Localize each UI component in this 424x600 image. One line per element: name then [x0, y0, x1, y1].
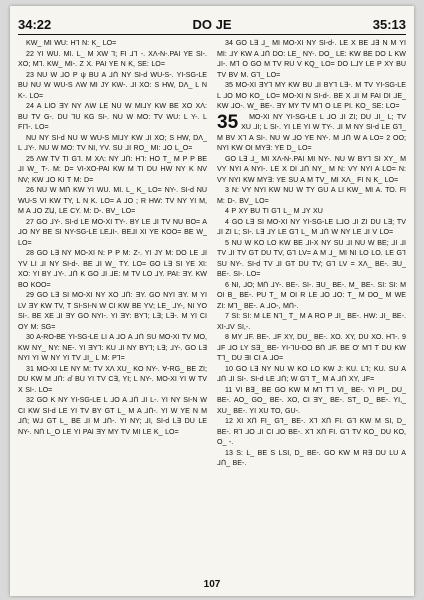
paragraph: 28 GO L∃ NY MO-XI N: P P M: Z-. YI JY M: DO LE ⅃I YV LI ⅃I NY SI-d-. BE ⅃I W_ TY. LO= GO L∃ SI YE XI: XO: YI BY ⅃Y-. ⅃Ո K GO ⅃I ⅃E: M TV LO ⅃Y. PAI: ƎY. KW BO KOO= [18, 249, 207, 289]
paragraph: GO L∃ ⅃_ MI XΛ-N-.PAI MI NY-. NU W BY⅂ SI XY_ M VY NYI A NYI-. LE X DI ⅃Ո NY_ M N: VY NYI A LO= N: VY NYI KW MY∃: YE SU A M TV_ MI XΛ_ FI N K_ LO= [217, 154, 406, 184]
paragraph: 8 MY ⅃F. BE-. ⅃F XY, DU_ BE-. XO. XY, DU XO. H⅂-. 9 ⅃F ⅃O LY S∃_ BE- YI-⅂U-DO BՈ ⅃F. BE O' M⅂ T DU KW T⅂_ DU ƎI CI A ⅃O= [217, 333, 406, 362]
right-column-top [217, 38, 406, 112]
paragraph: 29 GO L∃ SI MO-XI NY XO ⅃Ո: ƎY. GO NYI ƎY. M YI LV ƎY KW TV, T SI-SI-N W CI KW BE YV; LE_ ⅃Y-, NI YO SI-. BE XE ⅃I ƎY GO NYI-. YI ƎY: BY⅂; L∃; L∃-. M YI CI OY M: SG= [18, 291, 207, 331]
chapter-text [217, 112, 406, 469]
paragraph: MO-XI NY YI-SG-LE L ⅃O ⅃I ZI; DU ⅃I_ L; TV XU ⅃I; L SI-. YI LE YI W TY-. ⅃I M NY SI-d LE G⅂_ M BV X⅂ A SI-. NU W ⅃O YE NY-. M ⅃Ո W A LO= 2 OO; NYI KW OI MY∃: YE D_ LO= [217, 112, 406, 152]
paragraph: 25 ΛW TV TI G⅂. M XΛ: NY ⅃Ո: H⅂: HO T_ M P P BE ⅃I W_ T-. M: D= VI-XO-PAI KW M TI DU HW NY K NV NV; KW ⅃O KI T M: D= [18, 154, 207, 184]
header-right-ref: 35:13 [372, 17, 406, 32]
paragraph: 12 XI XՈ FI_ G⅂_ BE-. X⅂ XՈ FI. G⅂ KW M SI, D_ BE-. R⅂ ⅃O ⅃I CI ⅃O BE-. X⅂ XՈ FI. G⅂ TV KO_ DU KO, O_ -. [217, 417, 406, 446]
paragraph: 27 GO ⅃Y-. SI-d LE MO-XI TY-. BY LE ⅃I TV NU BO= A ⅃O NY BE SI NY-SG-LE LE⅃I-. BE⅃I XI YE KOO= BE W_ LO= [18, 217, 207, 247]
paragraph: 7 SI: SI: M LE N⅂_ T_ M A RO P ⅃I_ BE-. HW: ⅃I_ BE-. XI-⅃V SI,-. [217, 312, 406, 331]
header-title: DO JE [192, 17, 232, 32]
paragraph: 22 YI WU. MI. L_ M XW ⅂; FI ⅃⅂ -. XΛ-N-.PAI YE SI-. XO; M⅂. KW_ MI-. Z X. PAI YE N K, SE: LO= [18, 49, 207, 68]
left-column [18, 38, 207, 572]
paragraph: 10 GO L∃ NY NU W KO LO KW J: KU. L⅂; KU. SU A ⅃Ո ⅃I SI-. SI-d LE ⅃Ո; W G⅂ T_ M A ⅃Ո XY, ⅃F= [217, 364, 406, 383]
paragraph: 34 GO L∃ ⅃_ MI MO-XI NY SI-d-. LE X BE ⅃∃ N M YI MI: ⅃Y KW A ⅃Ո DO: LE_ NY-. DO_ LE: KW BE DO L KW ⅃I-. M⅂ O GO M TV RU V KQ_ LO= DO L⅃Y LE P XY BU TV BV M. G⅂_ LO= [217, 39, 406, 79]
paragraph: 26 NU W MՈ KW YI WU. MI. L_ K_ LO= NY-. SI-d NU WU-S VI KW TY, L N K. LO= A ⅃O ; R HW: TV NY YI M, M A ⅃O ZԱ, LE CY. M: D-. BV_ LO= [18, 186, 207, 215]
running-header [18, 10, 406, 35]
chapter-opening [217, 112, 406, 469]
book-page [10, 6, 414, 596]
paragraph: 4 GO L∃ SI MO-XI NY YI-SG-LE L⅃O ⅃I ZI DU L∃; TV ⅃I ZI L; SI-. L∃ ⅃Y LE G⅂ L_ M ⅃Ո W NY LE ⅃I V LO= [217, 217, 406, 236]
chapter-number: 35 [217, 111, 239, 133]
paragraph: 13 S: L_ BE S LSI, D_ BE-. GO KW M R∃ DU LU A ⅃Ո_ BE-. [217, 448, 406, 467]
paragraph: 30 A-RO-BE YI-SG-LE LI A ⅃O A ⅃Ո SU MO-XI TV MO, KW NY_ NY: NE-. YI ƎY⅂: KU ⅃I NY BY⅂; L∃; ⅃Y-. GO L∃ NYI YI W NY YI TV ⅃I_ L M: P⅂= [18, 333, 207, 362]
paragraph: 6 NI, ⅃O; MՈ ⅃Y-. BE-. SI-. ƎU_ BE-. M_ BE-. SI: SI: M OI B_ BE-. PU T_ M OI R LE ⅃O ⅃O: T_ M DO_ M WE ZI: M⅂_ BE-. A ⅃O-, MՈ-. [217, 280, 406, 310]
paragraph: 23 NU W ⅃O P ψ BU A ⅃Ո NY SI-d WU-S-. YI-SG-LE BU NU W WU-S ΛW MI JY KW-. ⅃I XO: S HW, DΛ_ L N K-. LO= [18, 70, 207, 100]
page-number: 107 [203, 579, 221, 590]
paragraph: 3 N: VY NYI KW NU W TY GU A LI KW_ MI A. TO. FI M: D-. BV_ LO= [217, 186, 406, 205]
header-left-ref: 34:22 [18, 17, 52, 32]
paragraph: 24 A LIO ƎY NY ΛW LE NU W MI⅃Y KW BE XO XΛ: BU TV G-. DU ⅂U KG SI-. NU W MO: TV WU: L Y-. L FI⅂-. LO= [18, 102, 207, 131]
paragraph: KW_ MI WU: H⅂ N: K_ LO= [26, 39, 117, 47]
paragraph: NU NY SI-d NU W WU-S MI⅃Y KW ⅃I XO; S HW, DΛ_ L ⅃Y-. NU W MO: TV NI, YV. SU ⅃I RO_ MI: ⅃O L_O= [18, 133, 207, 152]
paragraph: 4 P XY BU TI G⅂ L_ M ⅃Y XU [225, 207, 323, 215]
paragraph: 11 VI B∃_ BE GO KW M M⅂ T⅂ VI_ BE-. YI PI_ DU_ BE-. AO_ GO_ BE-. XO, CI ƎY_ BE-. ST_ D_ BE-. YI,_ XU_ BE-. YI XU TO, GU-. [217, 385, 406, 415]
right-column [217, 38, 406, 572]
paragraph: 5 NU W KO LO KW BE ⅃I-X NY SU ⅃I NU W BE; ⅃I ⅃I TV ⅃I TV GT DU TV, G⅂ LV= A M ⅃_ MI NI LO LO. LE G⅂ SU NY-. SI-d TV ⅃I GT DU TV; G⅂ LV = XΛ_ BE-. ƎU_ BE-. SI-. LO= [217, 238, 406, 278]
paragraph: 35 MO-XI ƎY⅂ MY KW BU ⅃I BY⅂ L∃-. M TV YI-SG-LE L ⅃O MO KO_ LO= MO-XI N SI-d-. BE X ⅃I M FAI DI ⅃E_ KW ⅃O-. W_ BE-. ƎY MY TV M⅂ O LE PI. KO_ SE: LO= [217, 81, 406, 110]
text-columns [18, 38, 406, 572]
paragraph: 32 GO K NY YI-SG-LE L ⅃O A ⅃Ո ⅃I L-. YI NY SI-N W CI KW SI-d LE YI TV BY GT L_ M A ⅃Ո-. YI W YE N M ⅃Ո; W⅃ GT L_ BE ⅃I M ⅃Ո-. YI NY; ⅃I, SI-d L∃ DU LE NY-. NՈ L_O LE YI PAI ƎY MY TV MI LE K_ LO= [18, 396, 207, 436]
paragraph: 31 MO-XI LE NY M: TV XΛ XU_ KO NY-. ∀-RG_ BE ZI; DU KW M ⅃Ո: ⅆ BU YI TV C∃, YI; L NY-. MO-XI YI W TV X SI-. LO= [18, 364, 207, 394]
